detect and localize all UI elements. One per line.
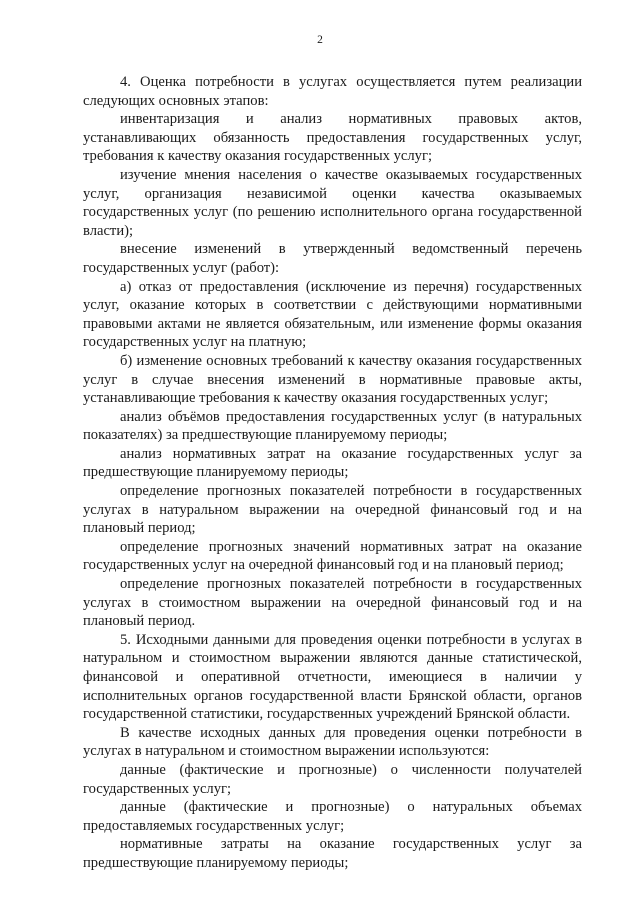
paragraph-item-5: 5. Исходными данными для проведения оценки потребности в услугах в натуральном и стоимостном выражении являются данные статистической, финансовой и оперативной отчетности, имеющиеся в наличии у исполнительных органов государственной власти Брянской области, органов государственной статистики, государственных учреждений Брянской области. [83, 631, 582, 723]
paragraph-volume-analysis: анализ объёмов предоставления государственных услуг (в натуральных показателях) за предшествующие планируемому периоды; [83, 408, 582, 444]
paragraph-public-opinion: изучение мнения населения о качестве оказываемых государственных услуг, организация независимой оценки качества оказываемых государственных услуг (по решению исполнительного органа государственной власти); [83, 166, 582, 239]
document-body [83, 73, 582, 873]
paragraph-subitem-b: б) изменение основных требований к качеству оказания государственных услуг в случае внесения изменений в нормативные правовые акты, устанавливающие требования к качеству оказания государственных услуг; [83, 352, 582, 407]
paragraph-volume-data: данные (фактические и прогнозные) о натуральных объемах предоставляемых государственных услуг; [83, 799, 582, 834]
paragraph-inventory: инвентаризация и анализ нормативных правовых актов, устанавливающих обязанность предоставления государственных услуг, требования к качеству оказания государственных услуг; [83, 111, 582, 165]
paragraph-subitem-a: а) отказ от предоставления (исключение из перечня) государственных услуг, оказание которых в соответствии с действующими нормативными правовыми актами не является обязательным, или изменение формы оказания государственных услуг на платную; [83, 278, 582, 351]
page-number: 2 [317, 34, 323, 46]
paragraph-forecast-value: определение прогнозных показателей потребности в государственных услугах в стоимостном выражении на очередной финансовый год и на плановый период. [83, 576, 582, 630]
paragraph-normative-costs: нормативные затраты на оказание государственных услуг за предшествующие планируемому периоды; [83, 836, 582, 871]
paragraph-list-changes: внесение изменений в утвержденный ведомственный перечень государственных услуг (работ): [83, 241, 582, 276]
paragraph-cost-analysis: анализ нормативных затрат на оказание государственных услуг за предшествующие планируемому периоды; [83, 445, 582, 481]
paragraph-item-4: 4. Оценка потребности в услугах осуществляется путем реализации следующих основных этапов: [83, 74, 582, 109]
paragraph-forecast-costs: определение прогнозных значений нормативных затрат на оказание государственных услуг на очередной финансовый год и на плановый период; [83, 538, 582, 574]
paragraph-forecast-natural: определение прогнозных показателей потребности в государственных услугах в натуральном выражении на очередной финансовый год и на плановый период; [83, 483, 582, 537]
paragraph-source-data-intro: В качестве исходных данных для проведения оценки потребности в услугах в натуральном и стоимостном выражении используются: [83, 724, 582, 760]
paragraph-recipients-data: данные (фактические и прогнозные) о численности получателей государственных услуг; [83, 761, 582, 797]
